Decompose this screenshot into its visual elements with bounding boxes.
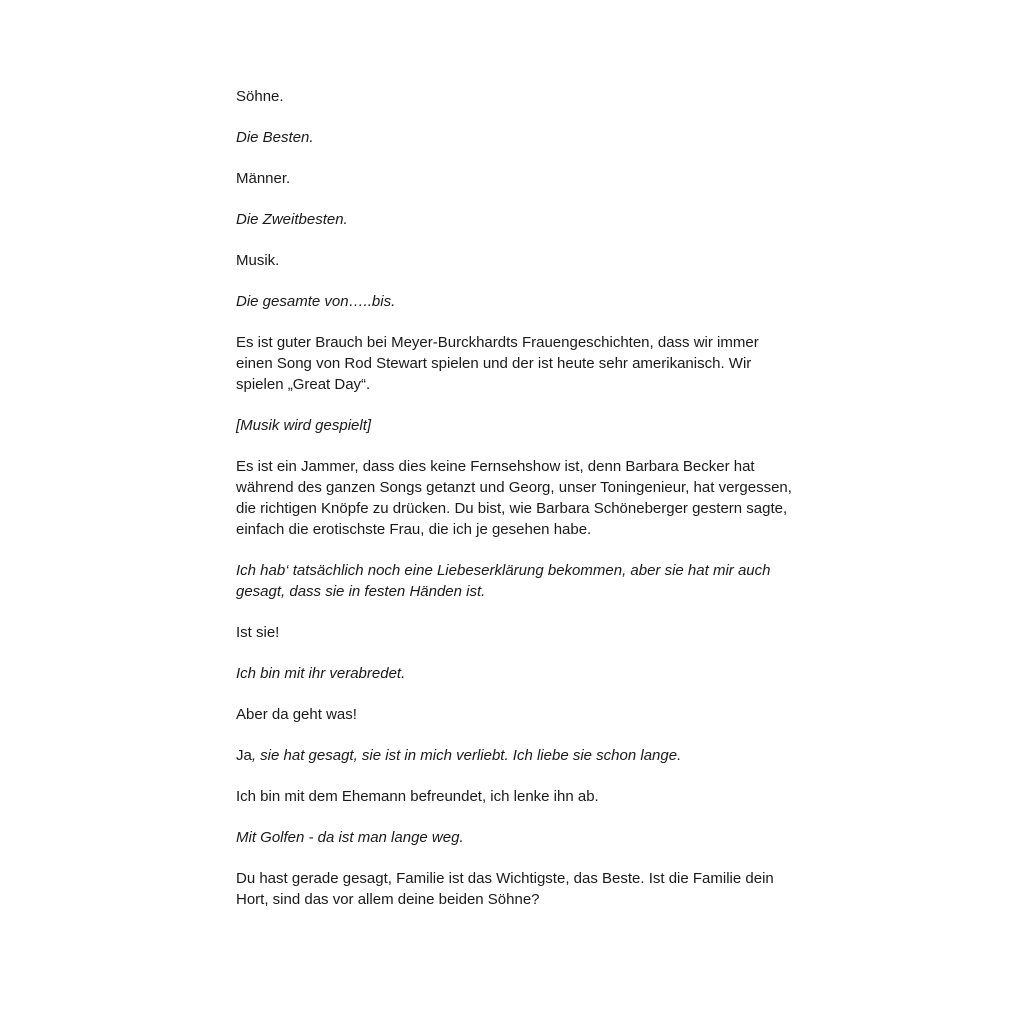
paragraph-4: Die Zweitbesten. <box>236 211 348 228</box>
paragraph-2: Die Besten. <box>236 129 314 146</box>
paragraph-14-prefix: Ja <box>236 747 252 764</box>
paragraph-17: Du hast gerade gesagt, Familie ist das Wichtigste, das Beste. Ist die Familie dein Hort, sind das vor allem deine beiden Söhne? <box>236 870 774 908</box>
paragraph-13: Aber da geht was! <box>236 706 357 723</box>
paragraph-12: Ich bin mit ihr verabredet. <box>236 665 406 682</box>
paragraph-5: Musik. <box>236 252 280 269</box>
paragraph-6: Die gesamte von…..bis. <box>236 293 396 310</box>
paragraph-16: Mit Golfen - da ist man lange weg. <box>236 829 464 846</box>
paragraph-7: Es ist guter Brauch bei Meyer-Burckhardts Frauengeschichten, dass wir immer einen Song von Rod Stewart spielen und der ist heute sehr amerikanisch. Wir spielen „Great Day“. <box>236 334 759 393</box>
paragraph-11: Ist sie! <box>236 624 280 641</box>
transcript-body <box>236 86 796 930</box>
paragraph-15: Ich bin mit dem Ehemann befreundet, ich lenke ihn ab. <box>236 788 599 805</box>
paragraph-1: Söhne. <box>236 88 284 105</box>
paragraph-14 <box>236 745 796 766</box>
paragraph-9: Es ist ein Jammer, dass dies keine Fernsehshow ist, denn Barbara Becker hat während des ganzen Songs getanzt und Georg, unser Toningenieur, hat vergessen, die richtigen Knöpfe zu drücken. Du bist, wie Barbara Schöneberger gestern sagte, einfach die erotischste Frau, die ich je gesehen habe. <box>236 458 792 538</box>
paragraph-3: Männer. <box>236 170 291 187</box>
paragraph-10: Ich hab‘ tatsächlich noch eine Liebeserklärung bekommen, aber sie hat mir auch gesagt, dass sie in festen Händen ist. <box>236 562 771 600</box>
paragraph-14-rest: , sie hat gesagt, sie ist in mich verliebt. Ich liebe sie schon lange. <box>251 747 682 764</box>
paragraph-8: [Musik wird gespielt] <box>236 417 372 434</box>
